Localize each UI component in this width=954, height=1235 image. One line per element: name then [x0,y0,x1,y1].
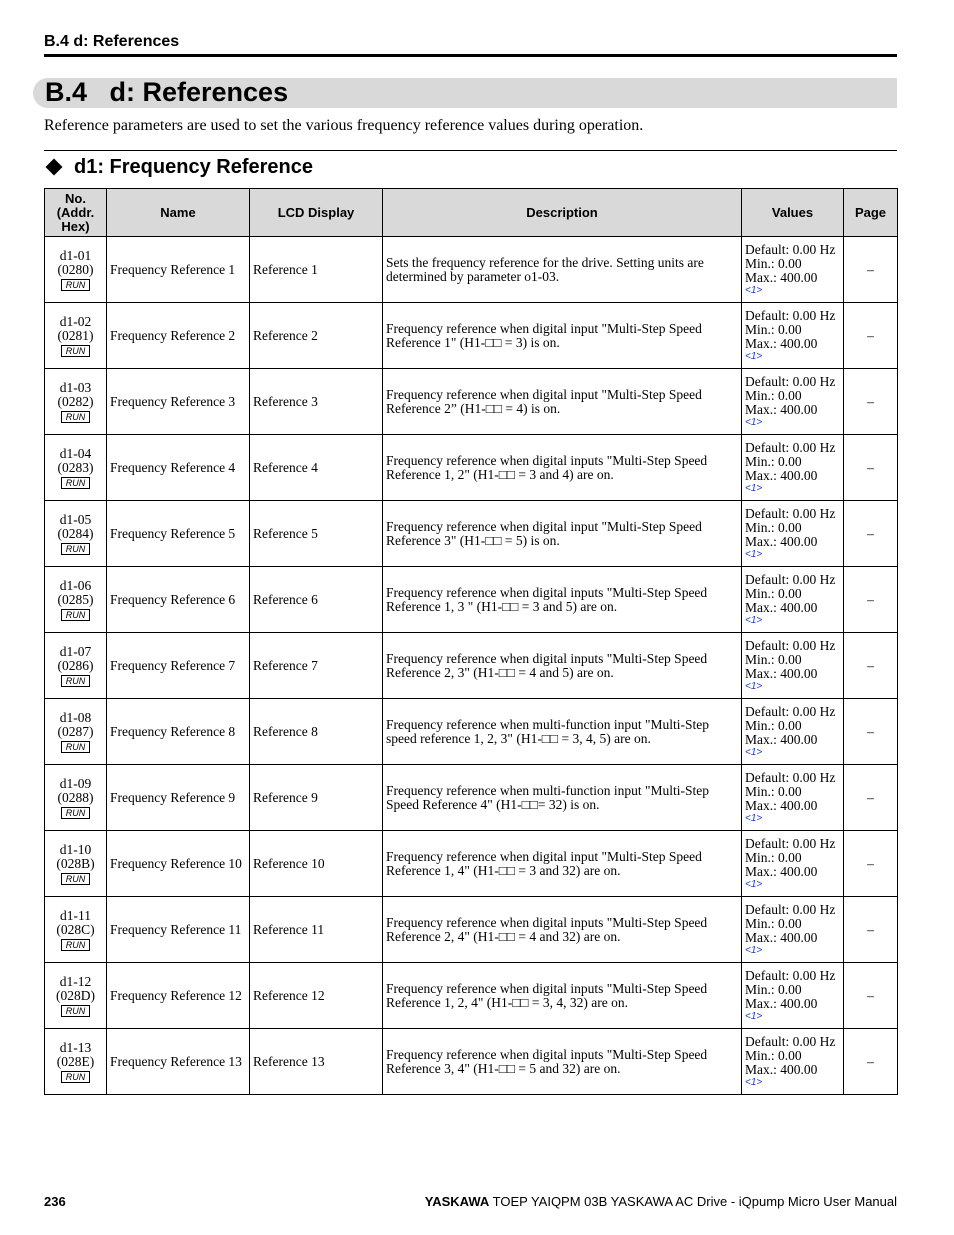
value-max: Max.: 400.00 [745,534,818,549]
footnote-link[interactable]: <1> [745,549,763,560]
param-number: d1-11 [60,907,91,923]
diamond-bullet-icon [46,158,63,175]
value-default: Default: 0.00 Hz [745,704,836,719]
header-lcd-display: LCD Display [250,189,383,237]
param-name: Frequency Reference 3 [107,369,250,435]
value-max: Max.: 400.00 [745,270,818,285]
value-default: Default: 0.00 Hz [745,968,836,983]
table-row [45,369,898,435]
param-lcd-display: Reference 2 [250,303,383,369]
param-page: – [844,831,898,897]
value-min: Min.: 0.00 [745,850,802,865]
param-number: d1-13 [59,1039,92,1055]
running-head: B.4 d: References [44,33,180,50]
param-address: (028D) [56,987,95,1003]
header-no [45,189,107,237]
param-number: d1-09 [59,775,92,791]
value-default: Default: 0.00 Hz [745,440,836,455]
param-name: Frequency Reference 6 [107,567,250,633]
value-max: Max.: 400.00 [745,996,818,1011]
param-description: Frequency reference when digital input "Multi-Step Speed Reference 1" (H1-□□ = 3) is on. [383,303,742,369]
run-badge: RUN [61,675,91,687]
param-page: – [844,237,898,303]
param-number: d1-06 [59,577,92,593]
param-values [742,237,844,303]
table-row [45,765,898,831]
param-address: (0282) [57,393,94,409]
param-address: (0288) [57,789,94,805]
value-min: Min.: 0.00 [745,982,802,997]
footnote-link[interactable]: <1> [745,1011,763,1022]
footnote-link[interactable]: <1> [745,615,763,626]
param-number: d1-03 [59,379,92,395]
table-row [45,435,898,501]
param-address: (0284) [57,525,94,541]
param-name: Frequency Reference 12 [107,963,250,1029]
footer-manual-title: TOEP YAIQPM 03B YASKAWA AC Drive - iQpump Micro User Manual [489,1194,897,1209]
param-page: – [844,897,898,963]
value-default: Default: 0.00 Hz [745,506,836,521]
table-header-row [45,189,898,237]
param-number-cell [45,501,107,567]
param-page: – [844,963,898,1029]
param-number-cell [45,633,107,699]
param-number: d1-08 [59,709,92,725]
param-page: – [844,369,898,435]
run-badge: RUN [61,609,91,621]
param-values [742,633,844,699]
param-lcd-display: Reference 10 [250,831,383,897]
param-address: (028C) [56,921,95,937]
value-min: Min.: 0.00 [745,652,802,667]
param-number-cell [45,435,107,501]
run-badge: RUN [61,411,91,423]
footnote-link[interactable]: <1> [745,285,763,296]
value-default: Default: 0.00 Hz [745,638,836,653]
param-lcd-display: Reference 7 [250,633,383,699]
param-number-cell [45,699,107,765]
value-min: Min.: 0.00 [745,520,802,535]
param-name: Frequency Reference 2 [107,303,250,369]
section-title: B.4 d: References [45,77,289,107]
table-row [45,831,898,897]
value-max: Max.: 400.00 [745,798,818,813]
param-page: – [844,633,898,699]
header-no-text: No. (Addr. Hex) [56,190,95,234]
param-values [742,765,844,831]
value-max: Max.: 400.00 [745,336,818,351]
param-name: Frequency Reference 9 [107,765,250,831]
table-row [45,699,898,765]
param-number: d1-10 [59,841,92,857]
param-name: Frequency Reference 8 [107,699,250,765]
value-max: Max.: 400.00 [745,930,818,945]
param-number: d1-07 [59,643,92,659]
param-number-cell [45,567,107,633]
header-name: Name [107,189,250,237]
param-number: d1-01 [59,247,92,263]
param-lcd-display: Reference 11 [250,897,383,963]
footnote-link[interactable]: <1> [745,945,763,956]
param-lcd-display: Reference 1 [250,237,383,303]
run-badge: RUN [61,939,91,951]
value-min: Min.: 0.00 [745,916,802,931]
run-badge: RUN [61,477,91,489]
value-default: Default: 0.00 Hz [745,1034,836,1049]
param-number: d1-04 [59,445,92,461]
param-number-cell [45,237,107,303]
run-badge: RUN [61,543,91,555]
value-min: Min.: 0.00 [745,784,802,799]
param-description: Frequency reference when digital input "Multi-Step Speed Reference 2” (H1-□□ = 4) is on. [383,369,742,435]
footnote-link[interactable]: <1> [745,879,763,890]
param-description: Sets the frequency reference for the drive. Setting units are determined by parameter o1-03. [383,237,742,303]
value-min: Min.: 0.00 [745,586,802,601]
run-badge: RUN [61,279,91,291]
param-page: – [844,699,898,765]
param-lcd-display: Reference 3 [250,369,383,435]
footnote-link[interactable]: <1> [745,747,763,758]
value-min: Min.: 0.00 [745,322,802,337]
value-default: Default: 0.00 Hz [745,902,836,917]
footer-page-number: 236 [44,1194,66,1209]
param-description: Frequency reference when digital input "Multi-Step Speed Reference 1, 4" (H1-□□ = 3 and 32) are on. [383,831,742,897]
value-min: Min.: 0.00 [745,454,802,469]
param-page: – [844,501,898,567]
param-page: – [844,435,898,501]
table-row [45,303,898,369]
param-page: – [844,303,898,369]
header-page: Page [844,189,898,237]
value-default: Default: 0.00 Hz [745,836,836,851]
param-values [742,369,844,435]
value-max: Max.: 400.00 [745,666,818,681]
param-page: – [844,765,898,831]
param-page: – [844,567,898,633]
param-name: Frequency Reference 13 [107,1029,250,1095]
table-row [45,633,898,699]
param-address: (028B) [56,855,95,871]
param-number: d1-05 [59,511,92,527]
param-description: Frequency reference when digital inputs "Multi-Step Speed Reference 1, 2" (H1-□□ = 3 and 4) are on. [383,435,742,501]
param-description: Frequency reference when digital input "Multi-Step Speed Reference 3" (H1-□□ = 5) is on. [383,501,742,567]
run-badge: RUN [61,1005,91,1017]
param-lcd-display: Reference 5 [250,501,383,567]
param-page: – [844,1029,898,1095]
param-description: Frequency reference when digital inputs "Multi-Step Speed Reference 3, 4" (H1-□□ = 5 and 32) are on. [383,1029,742,1095]
run-badge: RUN [61,1071,91,1083]
value-min: Min.: 0.00 [745,1048,802,1063]
run-badge: RUN [61,873,91,885]
param-lcd-display: Reference 13 [250,1029,383,1095]
table-row [45,567,898,633]
param-name: Frequency Reference 11 [107,897,250,963]
param-lcd-display: Reference 12 [250,963,383,1029]
parameter-table [44,188,898,1095]
table-row [45,237,898,303]
value-default: Default: 0.00 Hz [745,572,836,587]
param-address: (0280) [57,261,94,277]
value-default: Default: 0.00 Hz [745,308,836,323]
run-badge: RUN [61,741,91,753]
value-min: Min.: 0.00 [745,256,802,271]
param-number-cell [45,303,107,369]
footer-brand: YASKAWA [424,1194,490,1209]
param-description: Frequency reference when digital inputs "Multi-Step Speed Reference 1, 3 " (H1-□□ = 3 and 5) are on. [383,567,742,633]
value-default: Default: 0.00 Hz [745,242,836,257]
param-number-cell [45,897,107,963]
param-lcd-display: Reference 4 [250,435,383,501]
param-description: Frequency reference when digital inputs "Multi-Step Speed Reference 2, 3" (H1-□□ = 4 and 5) are on. [383,633,742,699]
value-default: Default: 0.00 Hz [745,770,836,785]
param-values [742,831,844,897]
footer-title [425,1194,897,1209]
param-values [742,567,844,633]
footnote-link[interactable]: <1> [745,813,763,824]
intro-rule [44,150,897,151]
param-address: (0281) [57,327,94,343]
param-number-cell [45,831,107,897]
param-values [742,1029,844,1095]
param-lcd-display: Reference 8 [250,699,383,765]
run-badge: RUN [61,807,91,819]
param-number-cell [45,765,107,831]
subsection-heading [44,154,313,180]
param-description: Frequency reference when multi-function input "Multi-Step Speed Reference 4" (H1-□□= 32) is on. [383,765,742,831]
value-max: Max.: 400.00 [745,468,818,483]
value-max: Max.: 400.00 [745,600,818,615]
value-max: Max.: 400.00 [745,732,818,747]
param-values [742,963,844,1029]
run-badge: RUN [61,345,91,357]
intro-paragraph: Reference parameters are used to set the various frequency reference values during operation. [44,117,644,134]
param-values [742,435,844,501]
table-row [45,1029,898,1095]
header-description: Description [383,189,742,237]
footnote-link[interactable]: <1> [745,483,763,494]
value-max: Max.: 400.00 [745,864,818,879]
param-name: Frequency Reference 7 [107,633,250,699]
param-number: d1-12 [59,973,92,989]
param-number: d1-02 [59,313,92,329]
header-rule [44,54,897,57]
param-name: Frequency Reference 5 [107,501,250,567]
param-address: (0285) [57,591,94,607]
footnote-link[interactable]: <1> [745,417,763,428]
table-body [45,237,898,1095]
param-lcd-display: Reference 9 [250,765,383,831]
param-address: (0283) [57,459,94,475]
table-row [45,897,898,963]
param-values [742,303,844,369]
param-name: Frequency Reference 1 [107,237,250,303]
value-min: Min.: 0.00 [745,718,802,733]
param-number-cell [45,963,107,1029]
param-values [742,501,844,567]
table-row [45,501,898,567]
param-values [742,897,844,963]
value-default: Default: 0.00 Hz [745,374,836,389]
param-description: Frequency reference when digital inputs "Multi-Step Speed Reference 1, 2, 4" (H1-□□ = 3, 4, 32) are on. [383,963,742,1029]
footnote-link[interactable]: <1> [745,351,763,362]
param-number-cell [45,369,107,435]
param-address: (0286) [57,657,94,673]
param-address: (028E) [56,1053,95,1069]
param-description: Frequency reference when multi-function input "Multi-Step speed reference 1, 2, 3" (H1-□□ = 3, 4, 5) are on. [383,699,742,765]
param-description: Frequency reference when digital inputs "Multi-Step Speed Reference 2, 4" (H1-□□ = 4 and 32) are on. [383,897,742,963]
section-title-bar [33,78,897,108]
table-row [45,963,898,1029]
value-min: Min.: 0.00 [745,388,802,403]
param-number-cell [45,1029,107,1095]
value-max: Max.: 400.00 [745,402,818,417]
subsection-title: d1: Frequency Reference [74,156,313,178]
header-values: Values [742,189,844,237]
param-name: Frequency Reference 4 [107,435,250,501]
param-name: Frequency Reference 10 [107,831,250,897]
value-max: Max.: 400.00 [745,1062,818,1077]
param-address: (0287) [57,723,94,739]
param-lcd-display: Reference 6 [250,567,383,633]
param-values [742,699,844,765]
footnote-link[interactable]: <1> [745,681,763,692]
footnote-link[interactable]: <1> [745,1077,763,1088]
